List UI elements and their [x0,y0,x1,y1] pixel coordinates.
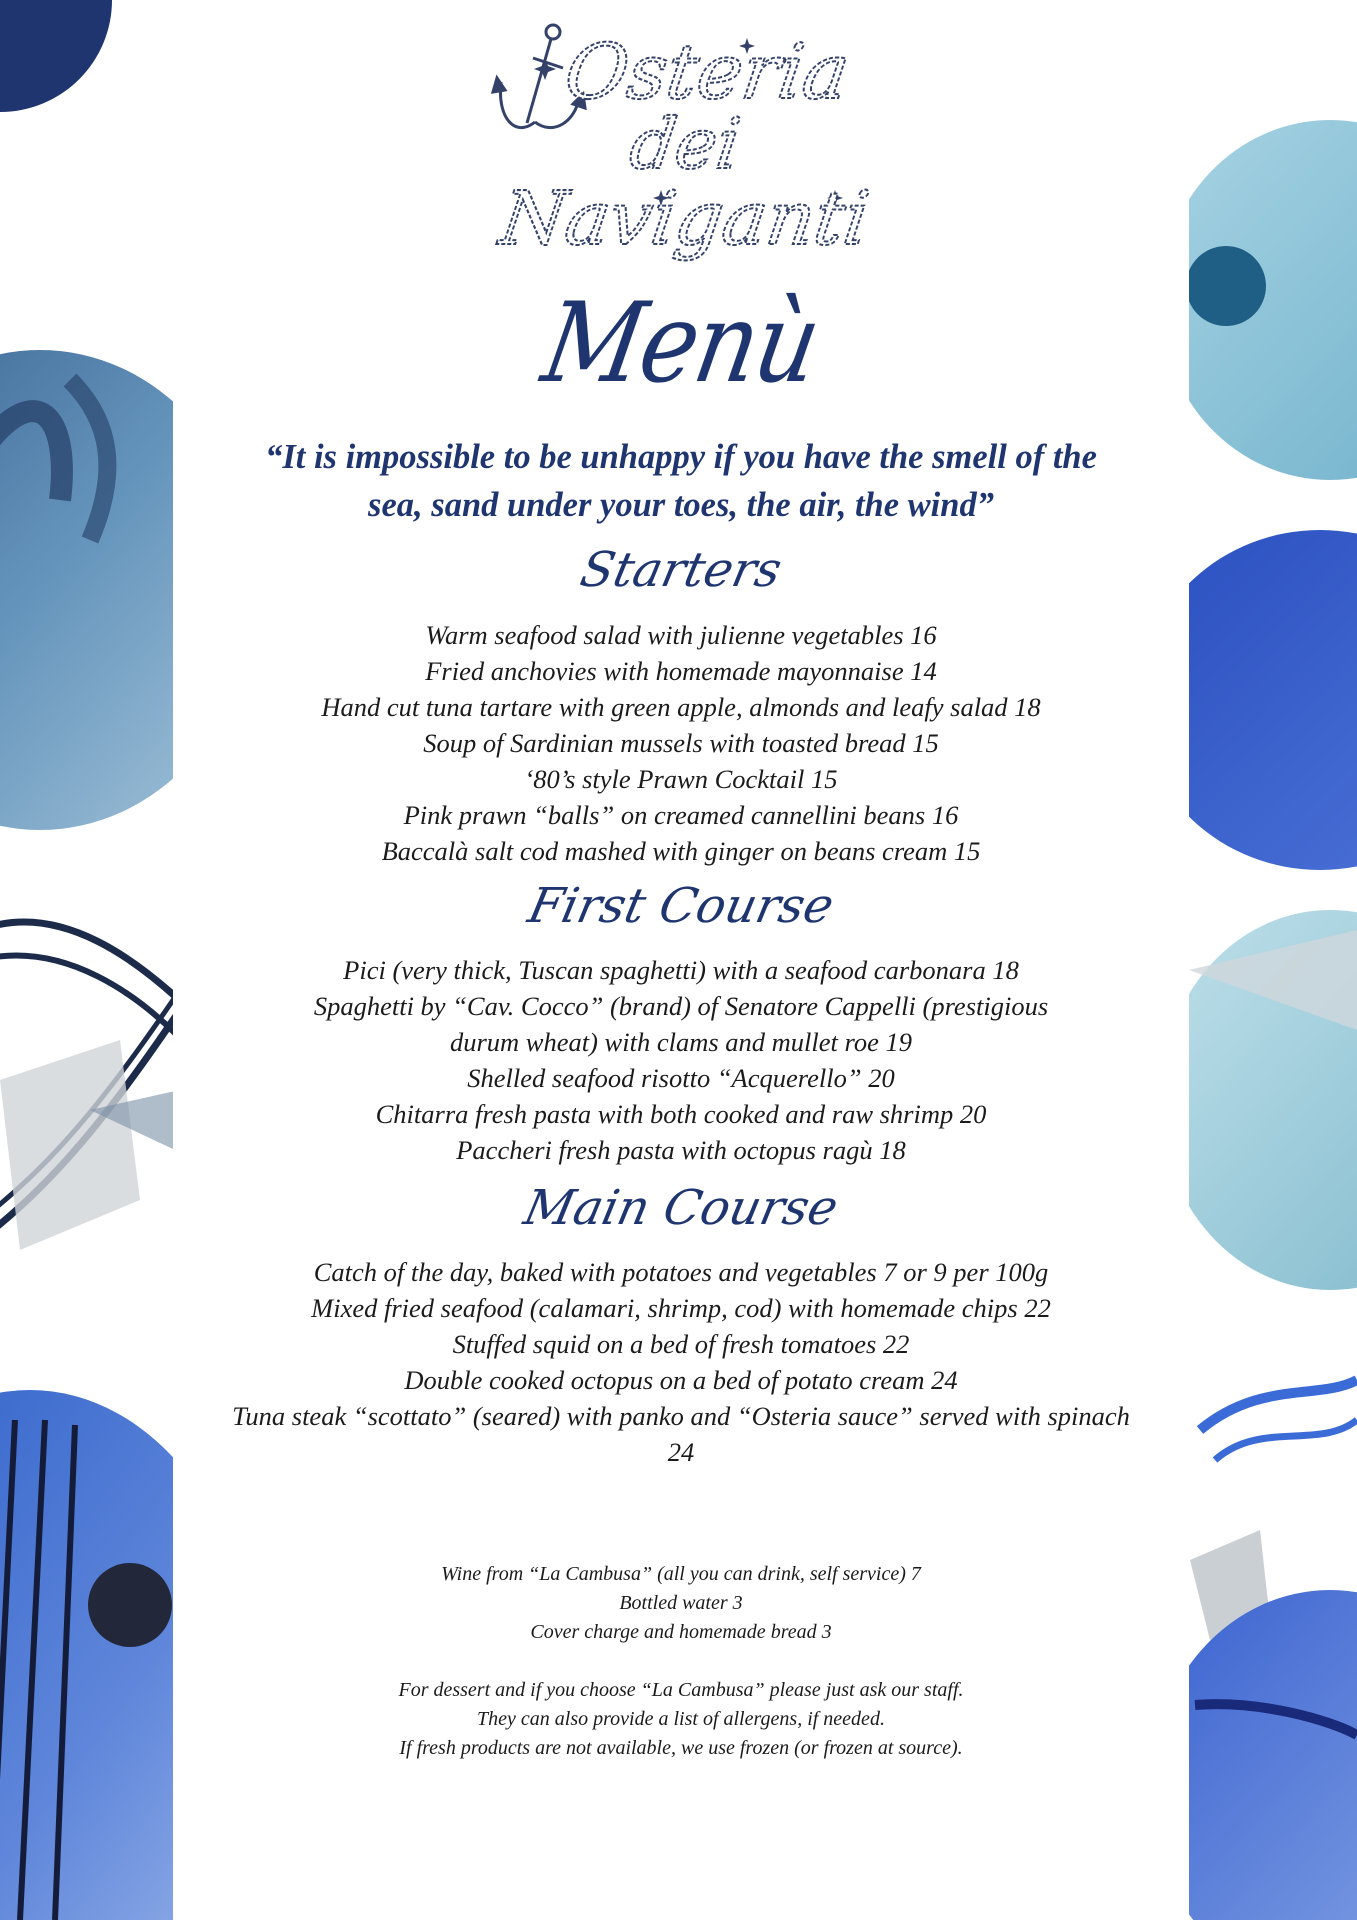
footer-note: If fresh products are not available, we use frozen (or frozen at source). [399,1737,963,1759]
footer-note: They can also provide a list of allergens, if needed. [477,1708,885,1730]
footer-extra: Cover charge and homemade bread 3 [530,1621,832,1643]
menu-item: ‘80’s style Prawn Cocktail 15 [524,764,838,794]
menu-item: Chitarra fresh pasta with both cooked and raw shrimp 20 [375,1099,987,1129]
menu-item: Fried anchovies with homemade mayonnaise 14 [425,656,937,686]
logo-line-3: Naviganti [495,175,875,262]
menu-item: Pici (very thick, Tuscan spaghetti) with a seafood carbonara 18 [343,955,1019,985]
menu-title: Menù [534,278,828,408]
sea-quote: “It is impossible to be unhappy if you have the smell of the sea, sand under your toes, the air, the wind” [265,438,1097,524]
starters-list [195,617,1167,869]
menu-item: Spaghetti by “Cav. Cocco” (brand) of Senatore Cappelli (prestigious durum wheat) with clams and mullet roe 19 [313,991,1049,1057]
menu-item: Catch of the day, baked with potatoes and vegetables 7 or 9 per 100g [313,1257,1049,1287]
logo-line-2: dei [625,103,746,185]
menu-item: Baccalà salt cod mashed with ginger on beans cream 15 [381,836,981,866]
menu-item: Shelled seafood risotto “Acquerello” 20 [467,1063,895,1093]
first-course-list [195,952,1167,1168]
menu-item: Tuna steak “scottato” (seared) with panko and “Osteria sauce” served with spinach 24 [232,1401,1130,1467]
footer-extra: Bottled water 3 [619,1592,743,1614]
menu-item: Hand cut tuna tartare with green apple, almonds and leafy salad 18 [321,692,1041,722]
section-heading-starters: Starters [575,542,787,598]
menu-item: Double cooked octopus on a bed of potato cream 24 [404,1365,958,1395]
corner-circle-decoration [0,0,112,112]
menu-item: Soup of Sardinian mussels with toasted bread 15 [423,728,939,758]
menu-page [175,0,1187,1920]
footer-note: For dessert and if you choose “La Cambusa” please just ask our staff. [398,1679,964,1701]
footer-extra: Wine from “La Cambusa” (all you can drink, self service) 7 [441,1563,921,1585]
section-heading-first-course: First Course [523,878,839,934]
logo-line-1: Osteria [559,28,855,117]
restaurant-logo [475,18,895,268]
menu-item: Mixed fried seafood (calamari, shrimp, cod) with homemade chips 22 [311,1293,1051,1323]
menu-item: Warm seafood salad with julienne vegetables 16 [425,620,937,650]
section-heading-main-course: Main Course [519,1180,843,1236]
footer-notes [285,1560,1077,1763]
menu-item: Pink prawn “balls” on creamed cannellini beans 16 [403,800,959,830]
menu-item: Paccheri fresh pasta with octopus ragù 18 [456,1135,906,1165]
menu-item: Stuffed squid on a bed of fresh tomatoes 22 [452,1329,910,1359]
main-course-list [195,1254,1167,1470]
